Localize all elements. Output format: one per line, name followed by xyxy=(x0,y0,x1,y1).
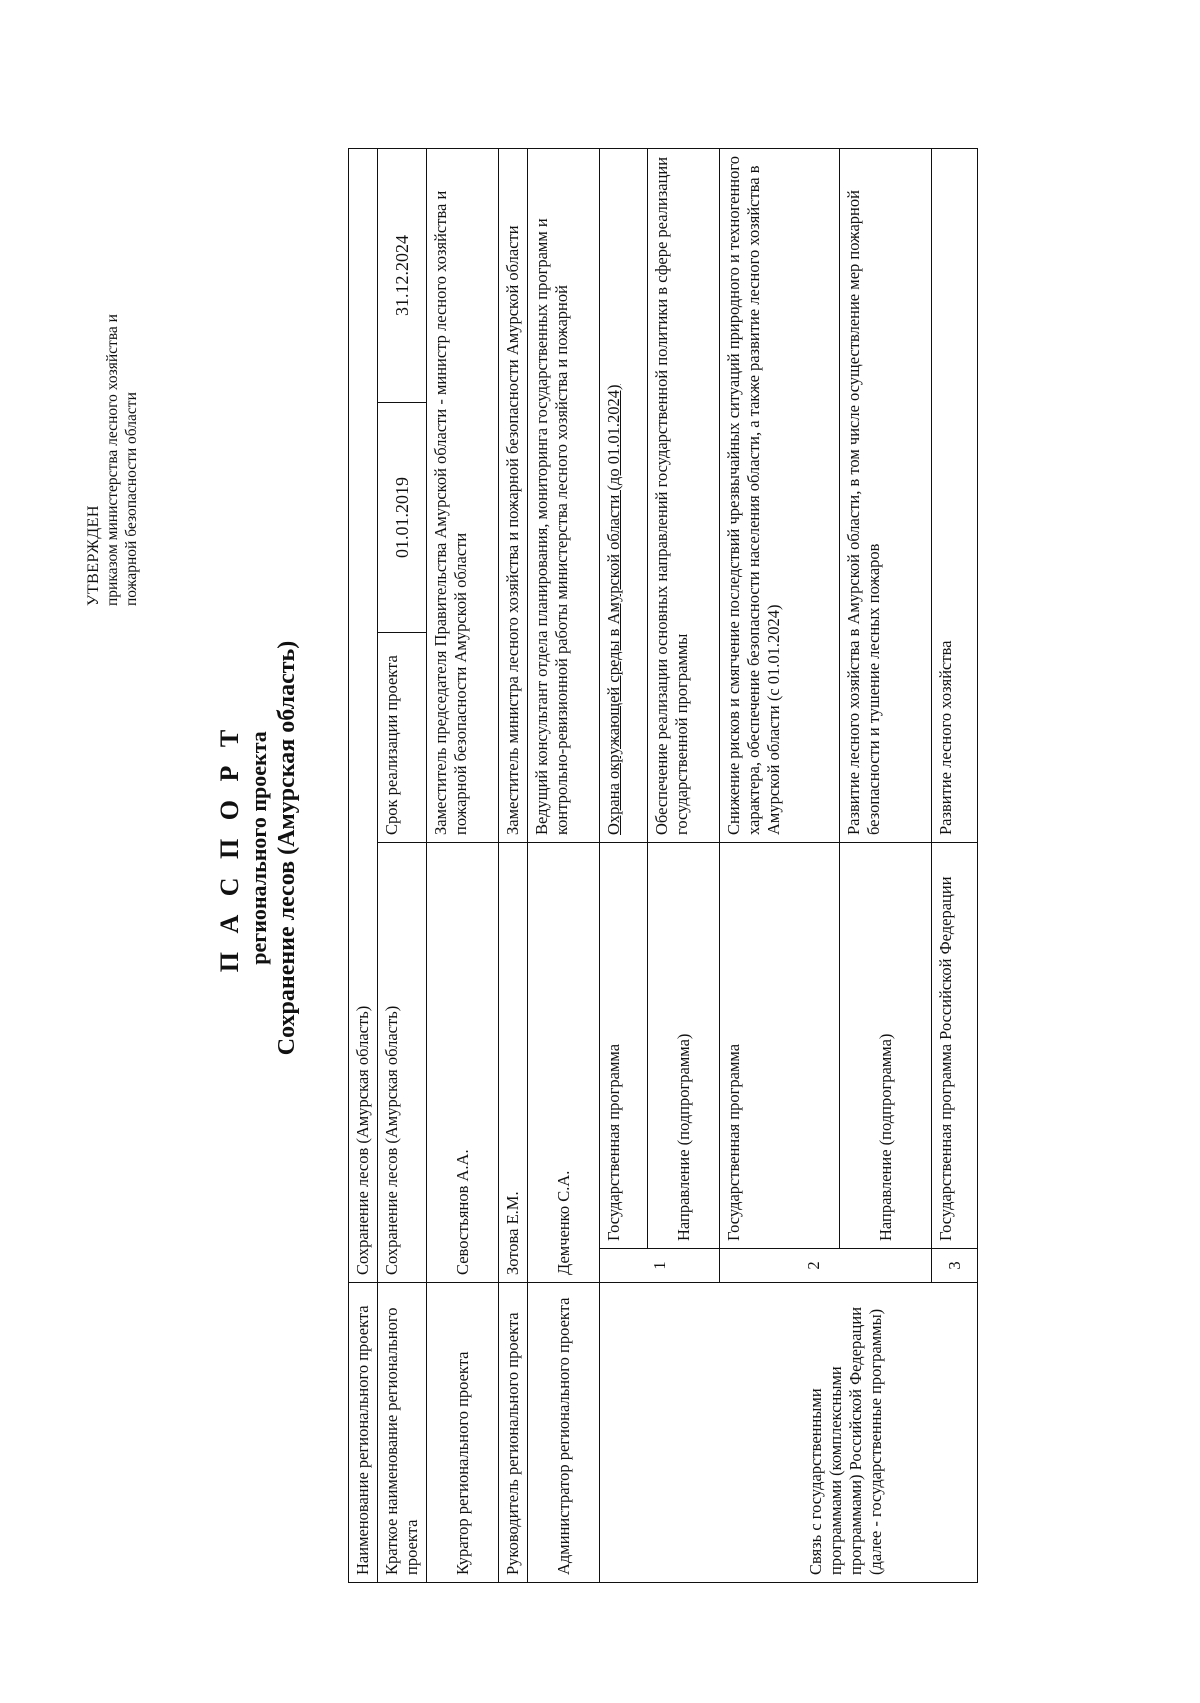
row-value-short-name: Сохранение лесов (Амурская область) xyxy=(378,843,427,1283)
document-subtitle: регионального проекта xyxy=(246,731,271,965)
table-row xyxy=(499,148,528,1582)
table-row xyxy=(349,148,378,1582)
direction-label-1: Направление (подпрограмма) xyxy=(648,843,720,1249)
approval-line-1: приказом министерства лесного хозяйства и xyxy=(104,314,121,606)
program-name-1-text: Охрана окружающей среды в Амурской области (до 01.01.2024) xyxy=(604,384,623,835)
direction-name-2: Развитие лесного хозяйства в Амурской области, в том числе осуществление мер пожарной безопасности и тушение лесных пожаров xyxy=(840,148,932,842)
table-row xyxy=(378,148,427,1582)
approval-stamp xyxy=(84,126,141,606)
curator-name: Севостьянов А.А. xyxy=(427,843,499,1283)
row-value-name: Сохранение лесов (Амурская область) xyxy=(349,148,378,1282)
approval-title: УТВЕРЖДЕН xyxy=(85,505,102,606)
term-start-date: 01.01.2019 xyxy=(378,403,427,633)
program-label-1: Государственная программа xyxy=(600,843,648,1249)
row-label-admin: Администратор регионального проекта xyxy=(528,1283,600,1583)
program-name-3: Развитие лесного хозяйства xyxy=(932,148,978,842)
head-position: Заместитель министра лесного хозяйства и пожарной безопасности Амурской области xyxy=(499,148,528,842)
document-title: П А С П О Р Т xyxy=(215,723,244,973)
row-label-short-name: Краткое наименование регионального проекта xyxy=(378,1283,427,1583)
row-label-head: Руководитель регионального проекта xyxy=(499,1283,528,1583)
program-name-2: Снижение рисков и смягчение последствий чрезвычайных ситуаций природного и техногенного характера, обеспечение безопасности населения области, а также развитие лесного хозяйства в Амурской области (с 01.01.2024) xyxy=(720,148,840,842)
curator-position: Заместитель председателя Правительства Амурской области - министр лесного хозяйства и пожарной безопасности Амурской области xyxy=(427,148,499,842)
document-heading xyxy=(214,293,302,1403)
program-name-1 xyxy=(600,148,648,842)
table-row xyxy=(528,148,600,1582)
term-end-date: 31.12.2024 xyxy=(378,148,427,402)
term-label: Срок реализации проекта xyxy=(378,633,427,843)
row-label-name: Наименование регионального проекта xyxy=(349,1283,378,1583)
program-number-2: 2 xyxy=(720,1249,932,1283)
table-row xyxy=(427,148,499,1582)
program-label-3: Государственная программа Российской Федерации xyxy=(932,843,978,1249)
project-name-heading: Сохранение лесов (Амурская область) xyxy=(274,640,300,1056)
admin-name: Демченко С.А. xyxy=(528,843,600,1283)
program-number-1: 1 xyxy=(600,1249,720,1283)
admin-position: Ведущий консультант отдела планирования, мониторинга государственных программ и контрольно-ревизионной работы министерства лесного хозяйства и пожарной xyxy=(528,148,600,842)
row-label-curator: Куратор регионального проекта xyxy=(427,1283,499,1583)
direction-name-1: Обеспечение реализации основных направлений государственной политики в сфере реализации государственной программы xyxy=(648,148,720,842)
passport-table xyxy=(348,148,978,1583)
head-name: Зотова Е.М. xyxy=(499,843,528,1283)
program-number-3: 3 xyxy=(932,1249,978,1283)
approval-line-2: пожарной безопасности области xyxy=(123,392,140,606)
table-row xyxy=(600,148,648,1582)
program-label-2: Государственная программа xyxy=(720,843,840,1249)
row-label-links: Связь с государственными программами (комплексными программами) Российской Федерации (далее - государственные программы) xyxy=(600,1283,978,1583)
direction-label-2: Направление (подпрограмма) xyxy=(840,843,932,1249)
